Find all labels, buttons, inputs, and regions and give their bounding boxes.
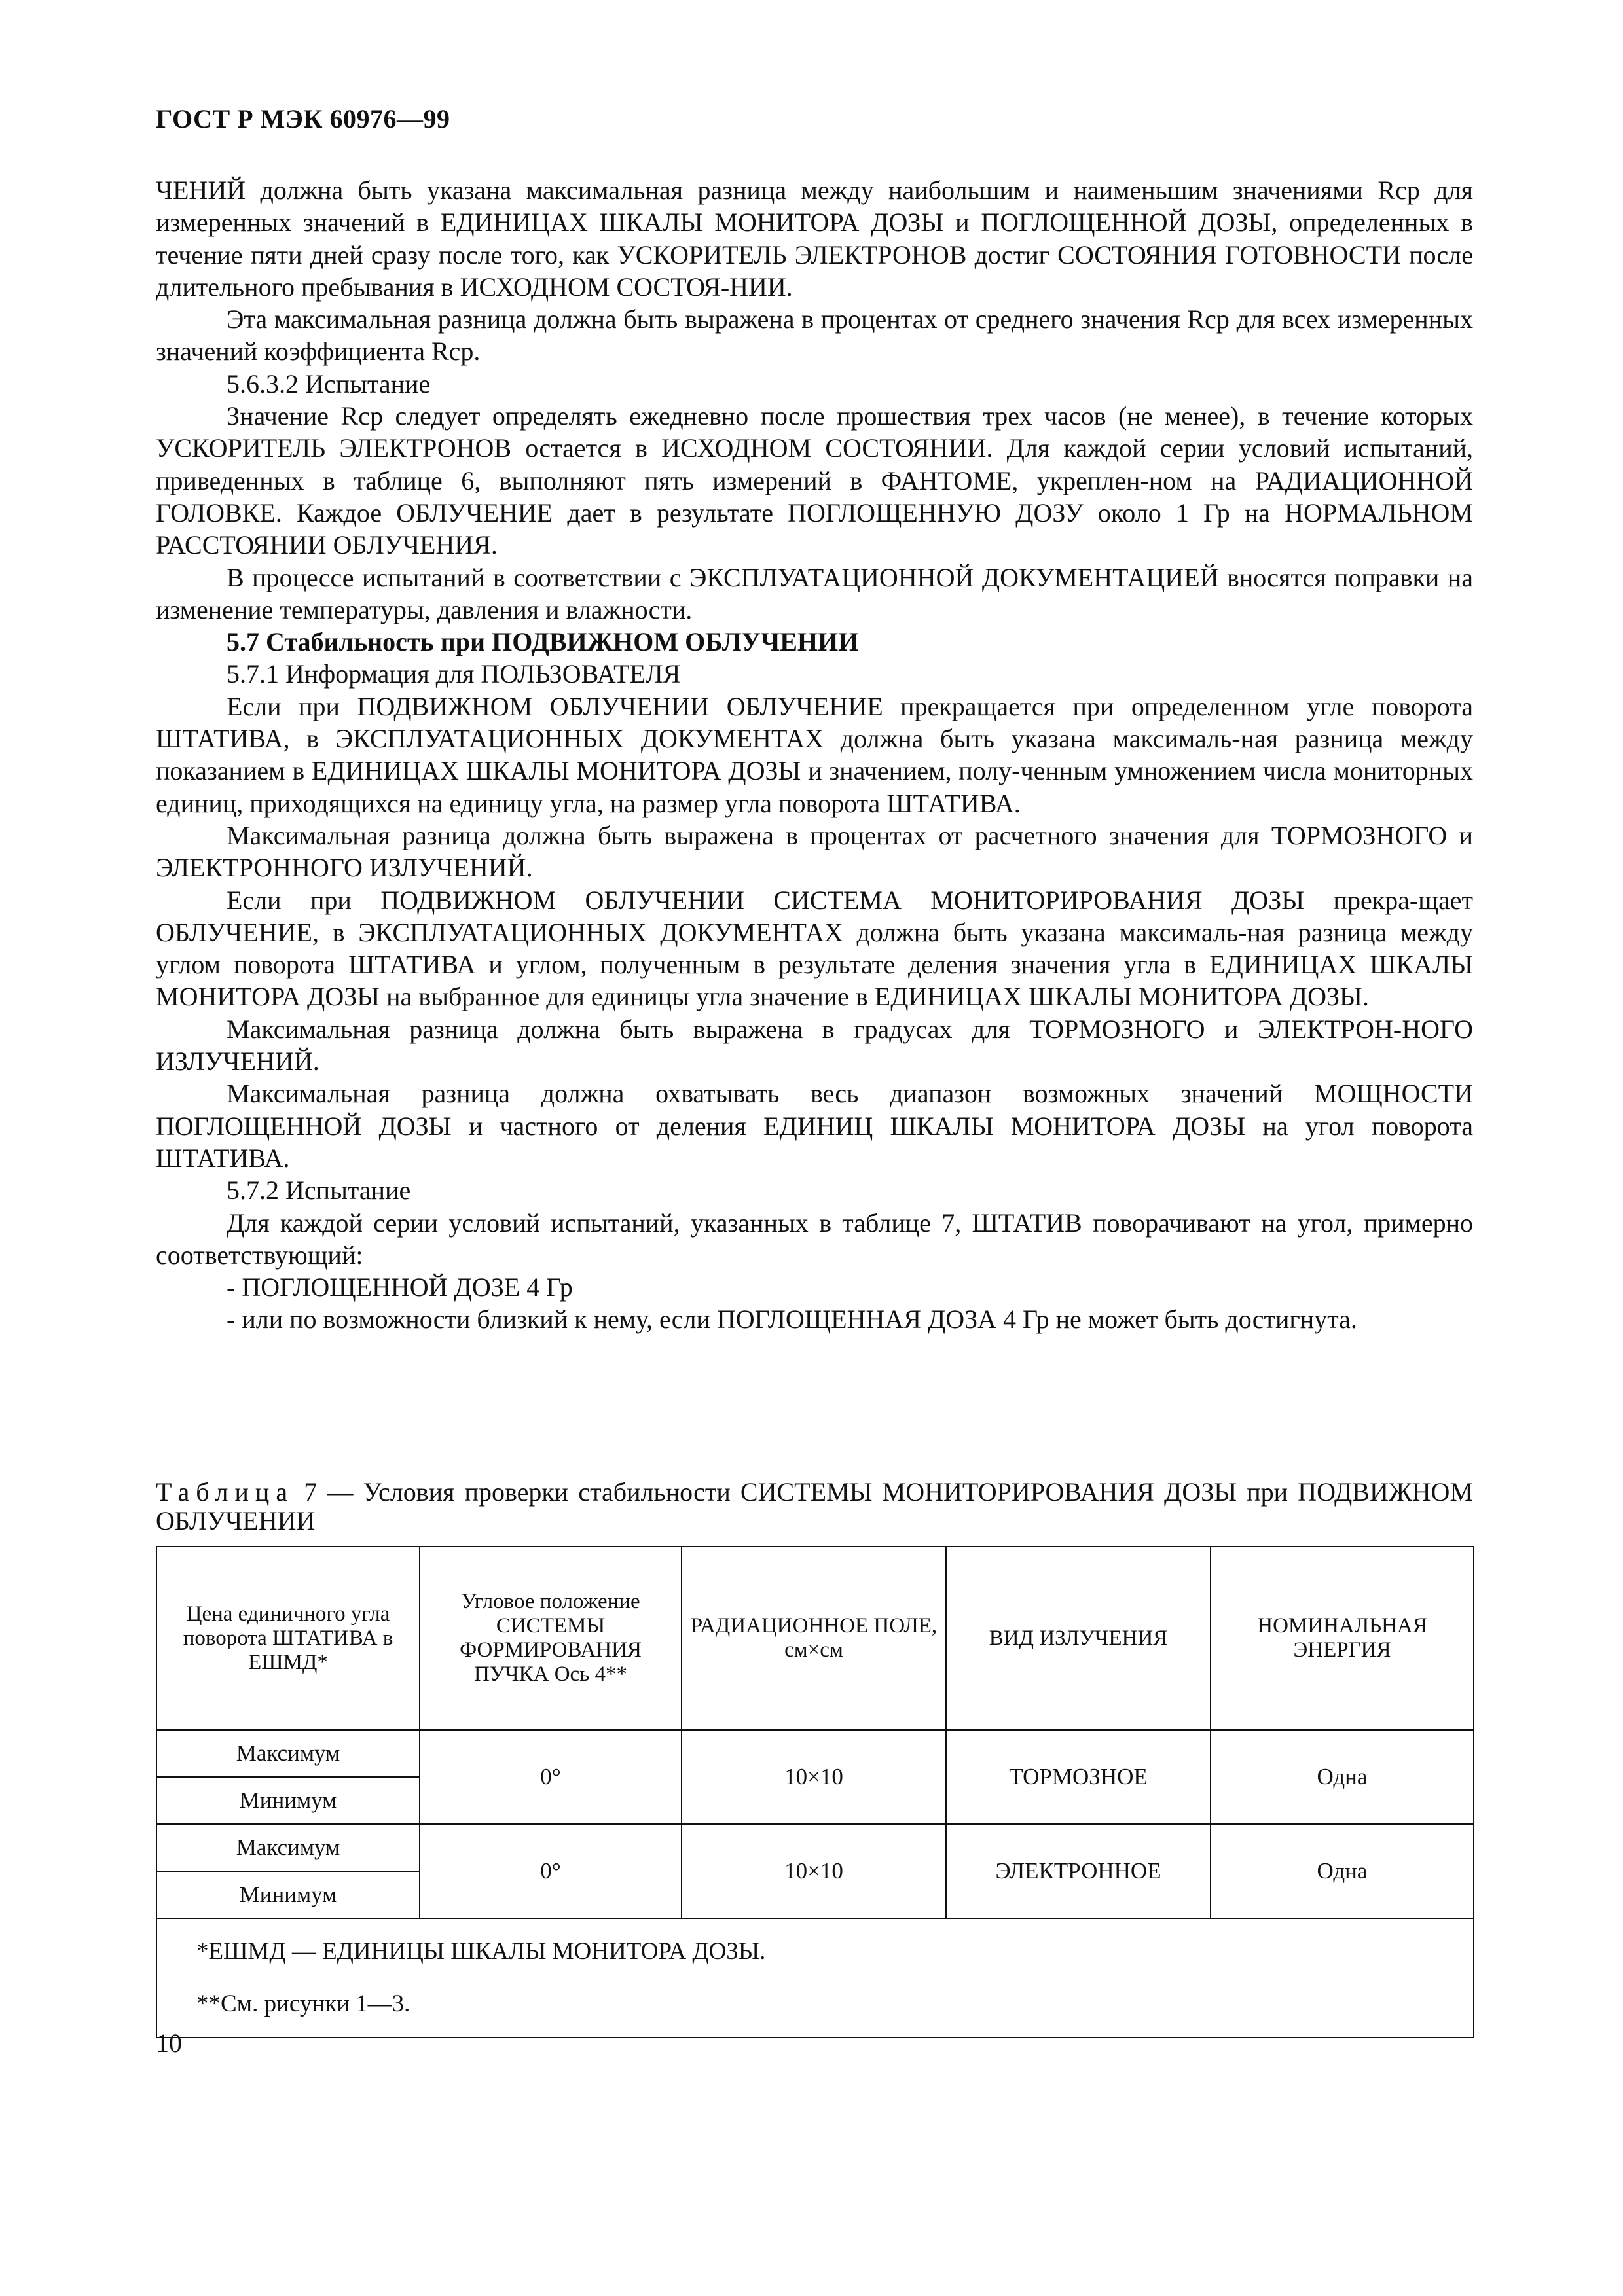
table-row: [156, 1730, 1474, 1777]
table-cell: ЭЛЕКТРОННОЕ: [946, 1824, 1211, 1918]
section-heading: 5.7.1 Информация для ПОЛЬЗОВАТЕЛЯ: [227, 659, 681, 689]
table-cell: 0°: [420, 1824, 682, 1918]
paragraph: ЧЕНИЙ должна быть указана максимальная разница между наибольшим и наименьшим значениями Rср для измеренных значений в ЕДИНИЦАХ ШКАЛЫ МОНИТОРА ДОЗЫ и ПОГЛОЩЕННОЙ ДОЗЫ, определенных в течение пяти дней сразу после того, как УСКОРИТЕЛЬ ЭЛЕКТРОНОВ достиг СОСТОЯНИЯ ГОТОВНОСТИ после длительного пребывания в ИСХОДНОМ СОСТОЯ-НИИ.: [156, 175, 1473, 302]
table-caption: [156, 1478, 1473, 1535]
table-cell: 10×10: [682, 1824, 946, 1918]
table-cell: 0°: [420, 1730, 682, 1824]
table-note: *ЕШМД — ЕДИНИЦЫ ШКАЛЫ МОНИТОРА ДОЗЫ.: [196, 1938, 766, 1965]
table-cell: 10×10: [682, 1730, 946, 1824]
list-item: - ПОГЛОЩЕННОЙ ДОЗЕ 4 Гр: [227, 1272, 573, 1302]
paragraph: Если при ПОДВИЖНОМ ОБЛУЧЕНИИ ОБЛУЧЕНИЕ прекращается при определенном угле поворота ШТАТИВА, в ЭКСПЛУАТАЦИОННЫХ ДОКУМЕНТАХ должна быть указана максималь-ная разница между показанием в ЕДИНИЦАХ ШКАЛЫ МОНИТОРА ДОЗЫ и значением, полу-ченным умножением числа мониторных единиц, приходящихся на единицу угла, на размер угла поворота ШТАТИВА.: [156, 691, 1473, 818]
table-7: [156, 1546, 1474, 2038]
table-header-row: [156, 1547, 1474, 1730]
table-row: [156, 1824, 1474, 1871]
paragraph: Максимальная разница должна быть выражена в градусах для ТОРМОЗНОГО и ЭЛЕКТРОН-НОГО ИЗЛУЧЕНИЙ.: [156, 1014, 1473, 1077]
body-text: [156, 174, 1473, 1336]
section-heading: 5.7.2 Испытание: [227, 1175, 411, 1206]
paragraph: Максимальная разница должна быть выражена в процентах от расчетного значения для ТОРМОЗНОГО и ЭЛЕКТРОННОГО ИЗЛУЧЕНИЙ.: [156, 820, 1473, 883]
list-item: - или по возможности близкий к нему, если ПОГЛОЩЕННАЯ ДОЗА 4 Гр не может быть достигнута.: [227, 1304, 1357, 1335]
table-cell: Одна: [1211, 1824, 1474, 1918]
section-heading: 5.7 Стабильность при ПОДВИЖНОМ ОБЛУЧЕНИИ: [227, 627, 859, 657]
paragraph: Максимальная разница должна охватывать весь диапазон возможных значений МОЩНОСТИ ПОГЛОЩЕННОЙ ДОЗЫ и частного от деления ЕДИНИЦ ШКАЛЫ МОНИТОРА ДОЗЫ на угол поворота ШТАТИВА.: [156, 1079, 1473, 1173]
section-heading: 5.6.3.2 Испытание: [227, 368, 431, 399]
table-label: Таблица: [156, 1477, 295, 1507]
column-header: НОМИНАЛЬНАЯ ЭНЕРГИЯ: [1211, 1547, 1474, 1730]
paragraph: Эта максимальная разница должна быть выражена в процентах от среднего значения Rср для всех измеренных значений коэффициента Rср.: [156, 304, 1473, 367]
paragraph: В процессе испытаний в соответствии с ЭКСПЛУАТАЦИОННОЙ ДОКУМЕНТАЦИЕЙ вносятся поправки на изменение температуры, давления и влажности.: [156, 562, 1473, 624]
table-cell: Минимум: [156, 1777, 420, 1824]
table-notes: [156, 1918, 1474, 2037]
column-header: ВИД ИЗЛУЧЕНИЯ: [946, 1547, 1211, 1730]
column-header: Цена единичного угла поворота ШТАТИВА в ЕШМД*: [156, 1547, 420, 1730]
column-header: РАДИАЦИОННОЕ ПОЛЕ, см×см: [682, 1547, 946, 1730]
table-cell: Максимум: [156, 1824, 420, 1871]
table-cell: Минимум: [156, 1871, 420, 1918]
table-note: **См. рисунки 1—3.: [196, 1990, 410, 2017]
table-cell: ТОРМОЗНОЕ: [946, 1730, 1211, 1824]
paragraph: Для каждой серии условий испытаний, указанных в таблице 7, ШТАТИВ поворачивают на угол, примерно соответствующий:: [156, 1208, 1473, 1270]
column-header: Угловое положение СИСТЕМЫ ФОРМИРОВАНИЯ ПУЧКА Ось 4**: [420, 1547, 682, 1730]
paragraph: Значение Rср следует определять ежедневно после прошествия трех часов (не менее), в течение которых УСКОРИТЕЛЬ ЭЛЕКТРОНОВ остается в ИСХОДНОМ СОСТОЯНИИ. Для каждой серии условий испытаний, приведенных в таблице 6, выполняют пять измерений в ФАНТОМЕ, укреплен-ном на РАДИАЦИОННОЙ ГОЛОВКЕ. Каждое ОБЛУЧЕНИЕ дает в результате ПОГЛОЩЕННУЮ ДОЗУ около 1 Гр на НОРМАЛЬНОМ РАССТОЯНИИ ОБЛУЧЕНИЯ.: [156, 401, 1473, 560]
document-header: ГОСТ Р МЭК 60976—99: [156, 104, 450, 134]
table-cell: Одна: [1211, 1730, 1474, 1824]
table-notes-row: [156, 1918, 1474, 2037]
table-caption-text: 7 — Условия проверки стабильности СИСТЕМЫ МОНИТОРИРОВАНИЯ ДОЗЫ при ПОДВИЖНОМ ОБЛУЧЕНИИ: [156, 1477, 1474, 1535]
page-number: 10: [156, 2028, 182, 2058]
table-cell: Максимум: [156, 1730, 420, 1777]
paragraph: Если при ПОДВИЖНОМ ОБЛУЧЕНИИ СИСТЕМА МОНИТОРИРОВАНИЯ ДОЗЫ прекра-щает ОБЛУЧЕНИЕ, в ЭКСПЛУАТАЦИОННЫХ ДОКУМЕНТАХ должна быть указана максималь-ная разница между углом поворота ШТАТИВА и углом, полученным в результате деления значения угла в ЕДИНИЦАХ ШКАЛЫ МОНИТОРА ДОЗЫ на выбранное для единицы угла значение в ЕДИНИЦАХ ШКАЛЫ МОНИТОРА ДОЗЫ.: [156, 885, 1473, 1012]
